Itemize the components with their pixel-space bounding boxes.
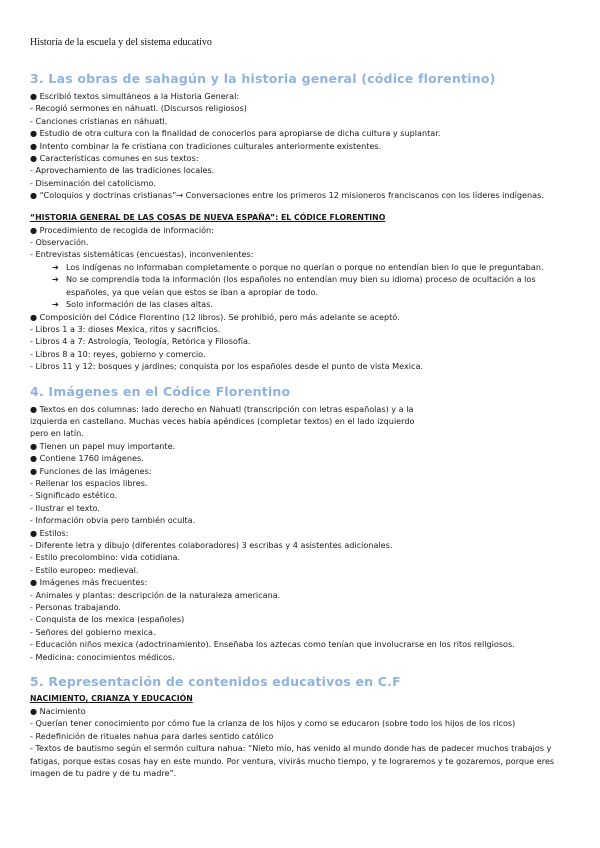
text-line: ● Imágenes más frecuentes: bbox=[30, 577, 148, 588]
historia-general-body bbox=[30, 224, 570, 373]
text-line: pero en latín. bbox=[30, 428, 84, 439]
text-line: ● Contiene 1760 imágenes. bbox=[30, 453, 144, 464]
text-line: - Conquista de los mexica (españoles) bbox=[30, 614, 185, 625]
text-line: - Señores del gobierno mexica. bbox=[30, 626, 156, 637]
section-4-title: 4. Imágenes en el Códice Florentino bbox=[30, 383, 291, 399]
text-line: ● Textos en dos columnas: lado derecho en Nahuatl (transcripción con letras españolas) y a la bbox=[30, 403, 414, 414]
text-line: - Canciones cristianas en náhuatl. bbox=[30, 115, 168, 126]
text-line: - Estilo europeo: medieval. bbox=[30, 564, 139, 575]
section-5-subtitle: NACIMIENTO, CRIANZA Y EDUCACIÓN bbox=[30, 694, 193, 704]
text-line: - Entrevistas sistemáticas (encuestas), inconvenientes: bbox=[30, 249, 254, 260]
arrow-item bbox=[30, 298, 570, 310]
text-line: - Significado estético. bbox=[30, 490, 118, 501]
text-line: ● “Coloquios y doctrinas cristianas”→ Conversaciones entre los primeros 12 misioneros franciscanos con los líderes indígenas. bbox=[30, 190, 544, 201]
text-line: - Ilustrar el texto. bbox=[30, 502, 100, 513]
text-line: - Animales y plantas: descripción de la naturaleza americana. bbox=[30, 589, 281, 600]
text-line: - Educación niños mexica (adoctrinamiento). Enseñaba los aztecas como tenían que involucrarse en los ritos religiosos. bbox=[30, 639, 515, 650]
text-line: - Querían tener conocimiento por cómo fue la crianza de los hijos y como se educaron (sobre todo los hijos de los ricos) bbox=[30, 718, 516, 729]
text-line: - Rellenar los espacios libres. bbox=[30, 477, 148, 488]
text-line: imagen de tu padre y de tu madre”. bbox=[30, 768, 177, 779]
arrow-icon: ➔ bbox=[52, 299, 59, 310]
text-line: - Información obvia pero también oculta. bbox=[30, 515, 196, 526]
text-line: - Libros 8 a 10: reyes, gobierno y comercio. bbox=[30, 348, 206, 359]
arrow-item-text: Solo información de las clases altas. bbox=[66, 299, 213, 310]
text-line: - Redefinición de rituales nahua para darles sentido católico bbox=[30, 730, 274, 741]
text-line: - Libros 4 a 7: Astrología, Teología, Retórica y Filosofía. bbox=[30, 336, 251, 347]
text-line: - Textos de bautismo según el sermón cultura nahua: “Nieto mío, has venido al mundo donde has de padecer muchos trabajos y bbox=[30, 743, 552, 754]
text-line: ● Estilos: bbox=[30, 527, 69, 538]
text-line: ● Estudio de otra cultura con la finalidad de conocerlos para apropiarse de dicha cultura y suplantar. bbox=[30, 128, 441, 139]
section-3-body bbox=[30, 90, 570, 202]
text-line: - Diseminación del catolicismo. bbox=[30, 177, 156, 188]
text-line: ● Escribió textos simultáneos a la Historia General: bbox=[30, 91, 240, 101]
text-line: - Estilo precolombino: vida cotidiana. bbox=[30, 552, 181, 563]
text-line: izquierda en castellano. Muchas veces había apéndices (completar textos) en el lado izquierdo bbox=[30, 415, 415, 426]
arrow-icon: ➔ bbox=[52, 274, 59, 285]
text-line: ● Composición del Códice Florentino (12 libros). Se prohibió, pero más adelante se aceptó. bbox=[30, 311, 400, 322]
text-line: - Recogió sermones en náhuatl. (Discursos religiosos) bbox=[30, 103, 247, 114]
text-line: ● Características comunes en sus textos: bbox=[30, 153, 199, 164]
document-body bbox=[30, 70, 570, 780]
text-line: - Aprovechamiento de las tradiciones locales. bbox=[30, 165, 215, 176]
section-5-title: 5. Representación de contenidos educativos en C.F bbox=[30, 674, 401, 690]
section-4-body bbox=[30, 403, 570, 664]
text-line: ● Procedimiento de recogida de información: bbox=[30, 224, 214, 235]
arrow-item bbox=[30, 261, 570, 273]
text-line: - Observación. bbox=[30, 237, 89, 248]
text-line: - Diferente letra y dibujo (diferentes colaboradores) 3 escribas y 4 asistentes adicionales. bbox=[30, 540, 393, 550]
arrow-icon: ➔ bbox=[52, 261, 59, 272]
document-header: Historia de la escuela y del sistema educativo bbox=[30, 37, 212, 48]
historia-general-subtitle: “HISTORIA GENERAL DE LAS COSAS DE NUEVA ESPAÑA”: EL CÓDICE FLORENTINO bbox=[30, 212, 386, 222]
text-line: - Personas trabajando. bbox=[30, 602, 121, 613]
text-line: ● Intento combinar la fe cristiana con tradiciones culturales anteriormente existentes. bbox=[30, 140, 382, 151]
arrow-item bbox=[30, 273, 570, 285]
text-line: ● Tienen un papel muy importante. bbox=[30, 440, 176, 451]
text-line: - Libros 11 y 12: bosques y jardines; conquista por los españoles desde el punto de vista Mexica. bbox=[30, 361, 423, 372]
text-line: - Medicina: conocimientos médicos. bbox=[30, 651, 175, 662]
arrow-item-text: Los indígenas no informaban completamente o porque no querían o porque no entendían bien lo que le preguntaban. bbox=[66, 261, 544, 272]
section-3-title: 3. Las obras de sahagún y la historia general (códice florentino) bbox=[30, 71, 496, 86]
arrow-item-text: No se comprendía toda la información (los españoles no entendían muy bien su idioma) proceso de ocultación a los bbox=[66, 274, 536, 285]
section-5-body bbox=[30, 705, 570, 779]
arrow-item-continuation: españoles, ya que veían que estos se iban a apropiar de todo. bbox=[66, 286, 318, 297]
text-line: fatigas, porque estas cosas hay en este mundo. Por ventura, vivirás mucho tiempo, y te lograremos y te gozaremos, porque eres bbox=[30, 755, 555, 766]
text-line: ● Funciones de las imágenes: bbox=[30, 465, 152, 476]
text-line: - Libros 1 a 3: dioses Mexica, ritos y sacrificios. bbox=[30, 323, 221, 334]
text-line: ● Nacimiento bbox=[30, 706, 86, 717]
